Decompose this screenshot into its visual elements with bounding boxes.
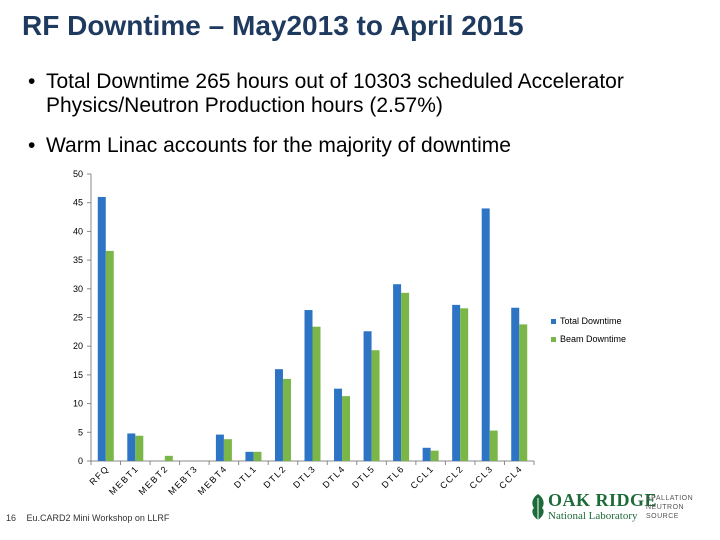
legend-swatch-0 bbox=[551, 319, 556, 324]
bar-beam-downtime-dtl3 bbox=[313, 327, 321, 461]
x-tick-label-ccl4: CCL4 bbox=[497, 463, 525, 491]
bar-beam-downtime-mebt2 bbox=[165, 456, 173, 461]
x-tick-label-rfq: RFQ bbox=[87, 463, 112, 488]
x-tick-label-mebt3: MEBT3 bbox=[166, 463, 200, 497]
footer-text: Eu.CARD2 Mini Workshop on LLRF bbox=[26, 513, 170, 523]
x-tick-labels bbox=[87, 463, 524, 497]
x-tick-label-mebt2: MEBT2 bbox=[136, 463, 171, 497]
legend-label-1: Beam Downtime bbox=[560, 334, 627, 344]
bar-total-downtime-ccl2 bbox=[452, 305, 460, 461]
sns-line-2: NEUTRON bbox=[646, 504, 685, 511]
bar-beam-downtime-ccl1 bbox=[431, 451, 439, 461]
bar-total-downtime-dtl5 bbox=[364, 331, 372, 461]
bar-beam-downtime-dtl6 bbox=[401, 293, 409, 461]
x-tick-label-dtl4: DTL4 bbox=[320, 463, 348, 491]
bar-beam-downtime-dtl4 bbox=[342, 396, 350, 461]
x-tick-label-dtl5: DTL5 bbox=[350, 463, 377, 491]
logo-subtitle: National Laboratory bbox=[548, 510, 638, 522]
oak-leaf-icon bbox=[528, 492, 548, 522]
x-tick-label-mebt1: MEBT1 bbox=[107, 463, 141, 497]
x-tick-label-ccl1: CCL1 bbox=[408, 463, 437, 491]
chart-bars bbox=[98, 197, 527, 461]
bar-total-downtime-mebt1 bbox=[127, 433, 135, 461]
bar-total-downtime-ccl4 bbox=[511, 308, 519, 461]
y-tick-label: 10 bbox=[72, 398, 83, 409]
bullet-warm-linac: • Warm Linac accounts for the majority of downtime bbox=[28, 134, 708, 158]
page-number: 16 bbox=[6, 513, 17, 523]
sns-line-1: SPALLATION bbox=[646, 495, 694, 502]
bar-beam-downtime-ccl3 bbox=[490, 431, 498, 461]
x-tick-label-ccl2: CCL2 bbox=[437, 463, 466, 491]
y-tick-label: 35 bbox=[72, 255, 83, 266]
bar-total-downtime-dtl1 bbox=[245, 452, 253, 461]
y-tick-label: 50 bbox=[72, 169, 83, 179]
x-tick-label-dtl2: DTL2 bbox=[261, 463, 289, 491]
y-tick-label: 25 bbox=[72, 312, 83, 323]
bar-total-downtime-rfq bbox=[98, 197, 106, 461]
bar-total-downtime-dtl3 bbox=[305, 310, 313, 461]
oak-ridge-logo bbox=[528, 488, 718, 538]
bullet-total-downtime: • Total Downtime 265 hours out of 10303 scheduled Accelerator Physics/Neutron Production hours (2.57%) bbox=[28, 70, 708, 118]
y-tick-label: 20 bbox=[72, 341, 83, 352]
bar-total-downtime-ccl3 bbox=[482, 208, 490, 461]
bar-beam-downtime-dtl1 bbox=[253, 452, 261, 461]
bar-total-downtime-dtl2 bbox=[275, 369, 283, 461]
slide-title: RF Downtime – May2013 to April 2015 bbox=[22, 10, 524, 41]
chart-legend bbox=[551, 316, 626, 344]
bar-total-downtime-ccl1 bbox=[423, 448, 431, 461]
y-tick-label: 30 bbox=[72, 283, 83, 294]
x-tick-label-ccl3: CCL3 bbox=[467, 463, 496, 491]
y-tick-label: 40 bbox=[72, 226, 83, 237]
bar-beam-downtime-dtl2 bbox=[283, 379, 291, 461]
bar-beam-downtime-ccl4 bbox=[519, 324, 527, 461]
x-tick-label-dtl3: DTL3 bbox=[291, 463, 318, 491]
bar-beam-downtime-dtl5 bbox=[372, 350, 380, 461]
x-tick-label-mebt4: MEBT4 bbox=[195, 463, 230, 497]
bar-total-downtime-mebt4 bbox=[216, 435, 224, 461]
logo-name: OAK RIDGE bbox=[548, 490, 658, 510]
bar-beam-downtime-mebt4 bbox=[224, 439, 232, 461]
y-tick-label: 5 bbox=[77, 427, 83, 438]
bar-total-downtime-dtl4 bbox=[334, 389, 342, 461]
bar-beam-downtime-mebt1 bbox=[135, 436, 143, 461]
slide-footer bbox=[6, 513, 177, 523]
y-tick-label: 45 bbox=[72, 197, 83, 208]
bar-total-downtime-dtl6 bbox=[393, 284, 401, 461]
x-tick-label-dtl6: DTL6 bbox=[379, 463, 407, 491]
bar-beam-downtime-ccl2 bbox=[460, 308, 468, 461]
x-tick-label-dtl1: DTL1 bbox=[231, 463, 259, 491]
sns-line-3: SOURCE bbox=[646, 513, 679, 520]
sns-logo-text bbox=[646, 494, 716, 521]
legend-label-0: Total Downtime bbox=[560, 316, 622, 326]
bar-beam-downtime-rfq bbox=[106, 251, 114, 461]
legend-swatch-1 bbox=[551, 337, 556, 342]
y-tick-label: 15 bbox=[72, 369, 83, 380]
y-tick-label: 0 bbox=[77, 456, 83, 466]
